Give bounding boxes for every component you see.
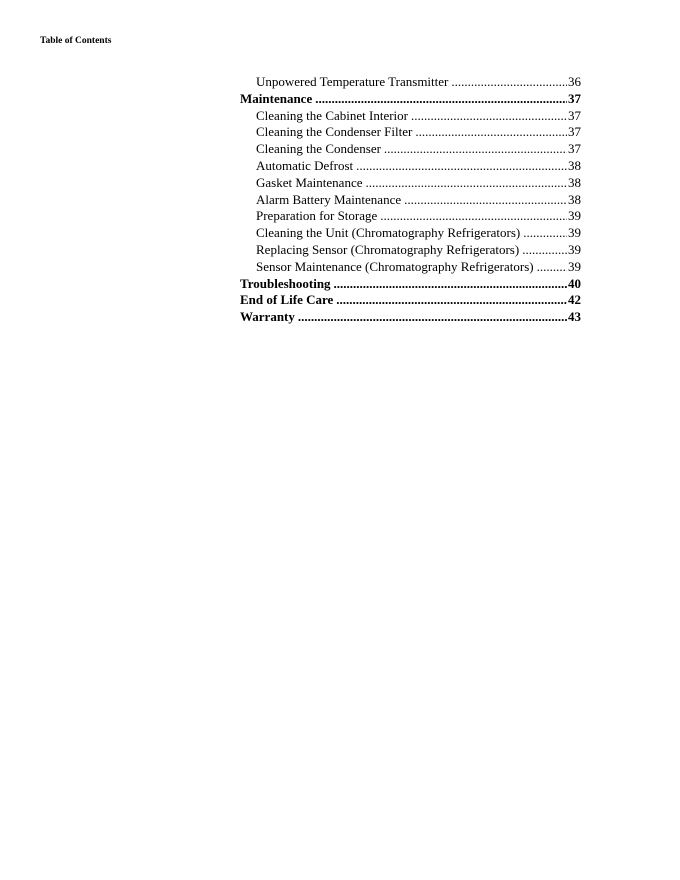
toc-entry-title: Preparation for Storage <box>256 208 378 224</box>
toc-entry-page-number: 37 <box>568 90 581 106</box>
toc-entry-gasket-maintenance[interactable] <box>240 175 581 192</box>
toc-entry-title: Cleaning the Cabinet Interior <box>256 107 408 123</box>
toc-dot-leader <box>380 208 567 225</box>
toc-entry-page-number: 38 <box>568 191 581 207</box>
toc-entry-replacing-sensor[interactable] <box>240 242 581 259</box>
toc-entry-title: Gasket Maintenance <box>256 174 363 190</box>
toc-entry-page-number: 38 <box>568 157 581 173</box>
running-header-title: Table of Contents <box>40 36 112 46</box>
toc-entry-page-number: 37 <box>568 124 581 140</box>
toc-entry-preparation-for-storage[interactable] <box>240 208 581 225</box>
toc-entry-cleaning-condenser[interactable] <box>240 141 581 158</box>
toc-entry-title: Automatic Defrost <box>256 157 354 173</box>
toc-dot-leader <box>298 309 567 326</box>
toc-dot-leader <box>523 225 567 242</box>
toc-entry-page-number: 36 <box>568 74 581 89</box>
toc-dot-leader <box>384 141 567 158</box>
toc-dot-leader <box>415 124 567 141</box>
toc-entry-title: Sensor Maintenance (Chromatography Refrigerators) <box>256 258 534 274</box>
toc-entry-page-number: 40 <box>568 275 581 291</box>
toc-entry-page-number: 39 <box>568 208 581 224</box>
toc-entry-cleaning-cabinet-interior[interactable] <box>240 108 581 125</box>
toc-entry-alarm-battery-maintenance[interactable] <box>240 192 581 209</box>
toc-entry-page-number: 39 <box>568 241 581 257</box>
toc-entry-page-number: 37 <box>568 141 581 157</box>
toc-entry-maintenance[interactable] <box>240 91 581 108</box>
toc-entry-title: End of Life Care <box>240 292 334 308</box>
toc-dot-leader <box>365 175 567 192</box>
toc-dot-leader <box>451 74 567 91</box>
toc-entry-title: Cleaning the Unit (Chromatography Refrigerators) <box>256 225 521 241</box>
toc-dot-leader <box>336 292 567 309</box>
toc-entry-page-number: 42 <box>568 292 581 308</box>
toc-entry-unpowered-temperature-transmitter[interactable] <box>240 74 581 91</box>
toc-entry-cleaning-condenser-filter[interactable] <box>240 124 581 141</box>
toc-entry-automatic-defrost[interactable] <box>240 158 581 175</box>
table-of-contents <box>240 74 581 326</box>
toc-entry-title: Troubleshooting <box>240 275 331 291</box>
toc-entry-page-number: 39 <box>568 225 581 241</box>
toc-entry-page-number: 37 <box>568 107 581 123</box>
toc-entry-page-number: 39 <box>568 258 581 274</box>
toc-dot-leader <box>315 91 567 108</box>
toc-entry-sensor-maintenance[interactable] <box>240 259 581 276</box>
toc-entry-page-number: 43 <box>568 309 581 325</box>
toc-dot-leader <box>411 108 567 125</box>
toc-entry-title: Unpowered Temperature Transmitter <box>256 74 449 89</box>
toc-dot-leader <box>356 158 567 175</box>
toc-entry-title: Cleaning the Condenser <box>256 141 381 157</box>
toc-entry-end-of-life-care[interactable] <box>240 292 581 309</box>
toc-dot-leader <box>404 192 567 209</box>
toc-dot-leader <box>537 259 567 276</box>
toc-entry-title: Maintenance <box>240 90 313 106</box>
toc-entry-page-number: 38 <box>568 174 581 190</box>
toc-entry-title: Alarm Battery Maintenance <box>256 191 402 207</box>
toc-entry-cleaning-the-unit[interactable] <box>240 225 581 242</box>
toc-entry-title: Cleaning the Condenser Filter <box>256 124 413 140</box>
toc-dot-leader <box>522 242 567 259</box>
toc-entry-warranty[interactable] <box>240 309 581 326</box>
toc-entry-title: Replacing Sensor (Chromatography Refrigerators) <box>256 241 520 257</box>
toc-dot-leader <box>334 276 567 293</box>
toc-entry-troubleshooting[interactable] <box>240 276 581 293</box>
toc-entry-title: Warranty <box>240 309 295 325</box>
